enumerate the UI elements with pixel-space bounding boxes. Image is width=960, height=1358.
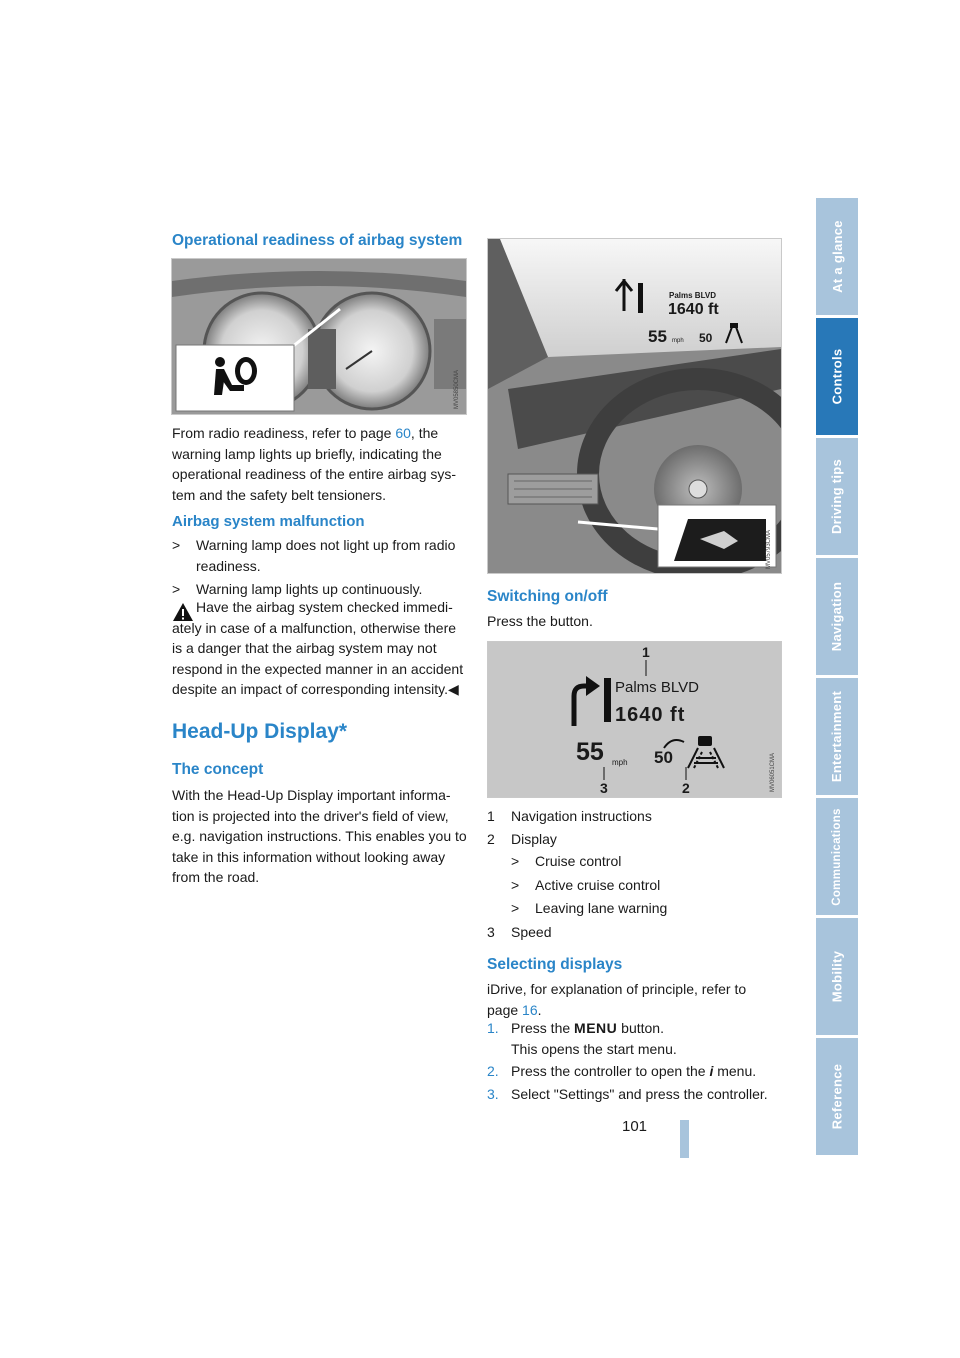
end-mark: ◀ [448,681,459,697]
callout-2: 2 [682,780,690,796]
hud-set-speed: 50 [654,748,673,767]
tab-communications[interactable]: Communications [816,798,858,915]
steps-list [487,1018,787,1104]
malfunction-list [172,535,472,603]
hud-street-name-photo: Palms BLVD [669,291,716,300]
hud-speed-unit-photo: mph [672,338,684,344]
lane-departure-icon [684,734,728,775]
tab-controls[interactable]: Controls [816,318,858,435]
callout-3: 3 [600,780,608,796]
tab-driving-tips[interactable]: Driving tips [816,438,858,555]
heading-concept: The concept [172,761,264,778]
hud-street-name: Palms BLVD [615,679,699,696]
info-menu-icon: i [709,1063,714,1079]
list-item: > Warning lamp lights up continuously. [172,579,472,600]
list-item: > Warning lamp does not light up from radio readiness. [172,535,472,576]
hud-display-diagram [487,641,782,798]
head-up-display-photo [487,238,782,574]
tab-mobility[interactable]: Mobility [816,918,858,1035]
heading-head-up-display: Head-Up Display* [172,720,348,743]
warning-note: Have the airbag system checked immedi-ately in case of a malfunction, otherwise there is a danger that the airbag system may not respond in the expected manner in an accident despite an impact of corresponding intensity.◀ [172,599,464,697]
svg-text:MV06051CMA: MV06051CMA [770,752,776,792]
hud-set-speed-photo: 50 [699,331,713,345]
hud-speed-unit: mph [612,758,628,767]
heading-airbag-readiness: Operational readiness of airbag system [172,232,463,249]
page-number: 101 [622,1118,648,1135]
paragraph-readiness: From radio readiness, refer to page 60, the warning lamp lights up briefly, indicating the operational readiness of the entire airbag sys-tem and the safety belt tensioners. [172,425,457,503]
tab-navigation[interactable]: Navigation [816,558,858,675]
paragraph-idrive: iDrive, for explanation of principle, refer to page 16. [487,981,747,1018]
lane-warning-icon [720,321,748,350]
list-item: > Active cruise control [511,875,787,896]
heading-airbag-malfunction: Airbag system malfunction [172,513,365,530]
legend-item-3: 3 Speed [487,923,552,940]
tab-reference[interactable]: Reference [816,1038,858,1155]
hud-distance: 1640 ft [615,704,686,726]
paragraph-press-button: Press the button. [487,613,593,629]
list-item: > Leaving lane warning [511,898,787,919]
instrument-cluster-image [171,258,467,415]
heading-selecting-displays: Selecting displays [487,956,623,973]
page-link-16[interactable]: 16 [522,1001,538,1018]
hud-speed-photo: 55 [648,327,667,346]
svg-text:MV05793CMA: MV05793CMA [766,529,772,569]
page-marker [680,1120,689,1158]
airbag-warning-icon [210,355,262,404]
step-2: 2. Press the controller to open the i menu. [487,1063,757,1079]
menu-key-icon: MENU [574,1020,618,1036]
hud-speed: 55 [576,738,604,766]
heading-switching: Switching on/off [487,588,608,605]
tab-entertainment[interactable]: Entertainment [816,678,858,795]
legend-item-2: 2 Display [487,830,557,847]
tab-at-a-glance[interactable]: At a glance [816,198,858,315]
svg-text:MV05850CMA: MV05850CMA [454,369,460,409]
legend-item-1: 1 Navigation instructions [487,808,652,824]
hud-distance-photo: 1640 ft [668,301,719,318]
page-link-60[interactable]: 60 [395,425,411,441]
step-3: 3. Select "Settings" and press the controller. [487,1085,768,1102]
display-legend [487,806,787,942]
paragraph-concept: With the Head-Up Display important informa-tion is projected into the driver's field of view, e.g. navigation instructions. This enables you to take in this information without looking away from the road. [172,787,467,885]
list-item: > Cruise control [511,851,787,872]
callout-1: 1 [642,644,650,660]
step-1: 1. Press the MENU button. This opens the start menu. [487,1020,677,1057]
